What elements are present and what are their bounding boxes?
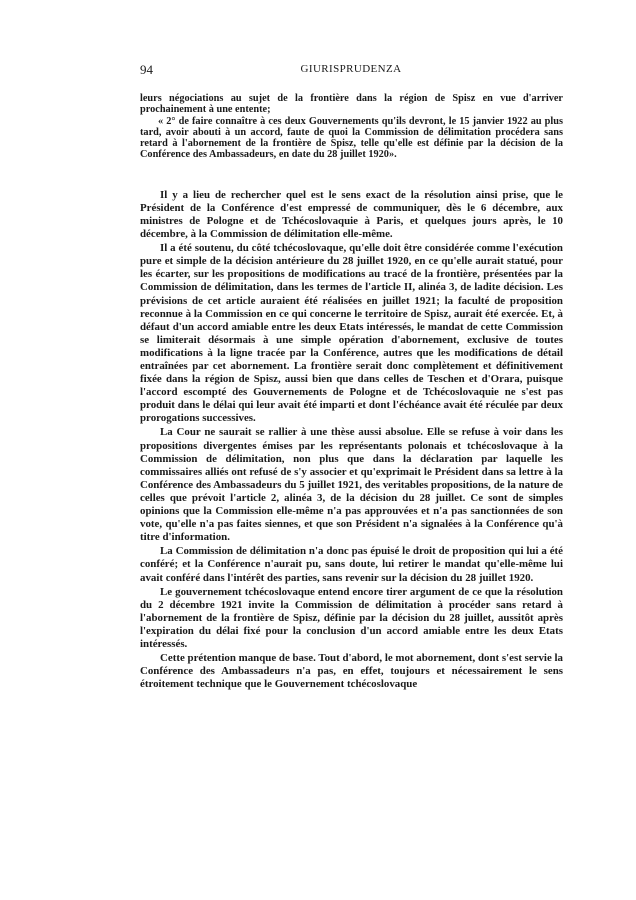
page-number: 94 bbox=[140, 62, 153, 77]
quoted-resolution bbox=[140, 93, 563, 161]
paragraph-6: Cette prétention manque de base. Tout d'abord, le mot abornement, dont s'est servie la Conférence des Ambassadeurs n'a pas, en effet, toujours et nécessairement le sens étroitement technique que le Gouvernement tchécoslovaque bbox=[140, 652, 563, 691]
paragraph-4: La Commission de délimitation n'a donc pas épuisé le droit de proposition qui lui a été conféré; et la Conférence n'aurait pu, sans doute, lui retirer le mandat qu'elle-même lui avait conféré dans l'intérêt des parties, sans revenir sur la décision du 28 juillet 1920. bbox=[140, 545, 563, 584]
paragraph-5: Le gouvernement tchécoslovaque entend encore tirer argument de ce que la résolution du 2 décembre 1921 invite la Commission de délimitation à procéder sans retard à l'abornement de la frontière de Spisz, définie par la décision du 28 juillet, aussitôt après l'expiration du délai fixé pour la conclusion d'un accord amiable entre les deux Etats intéressés. bbox=[140, 585, 563, 650]
quote-line-1: leurs négociations au sujet de la frontière dans la région de Spisz en vue d'arriver prochainement à une entente; bbox=[140, 93, 563, 116]
running-head bbox=[140, 62, 562, 78]
quote-line-2: « 2° de faire connaître à ces deux Gouvernements qu'ils devront, le 15 janvier 1922 au plus tard, avoir abouti à un accord, faute de quoi la Commission de délimitation procédera sans retard à l'abornement de la frontière de Spisz, telle qu'elle est définie par la décision de la Conférence des Ambassadeurs, en date du 28 juillet 1920». bbox=[140, 115, 563, 161]
paragraph-1: Il y a lieu de rechercher quel est le sens exact de la résolution ainsi prise, que le Président de la Conférence d'est empressé de communiquer, dès le 6 décembre, aux ministres de Pologne et de Tchécoslovaquie à Paris, et quelques jours après, le 10 décembre, à la Commission de délimitation elle-même. bbox=[140, 188, 563, 241]
main-text bbox=[140, 189, 563, 692]
paragraph-3: La Cour ne saurait se rallier à une thèse aussi absolue. Elle se refuse à voir dans les propositions divergentes émises par les représentants polonais et tchécoslovaque à la Commission de délimitation, non plus que dans la déclaration par laquelle les commissaires alliés ont refusé de s'y associer et qu'exprimait le Président dans sa lettre à la Conférence des Ambassadeurs du 5 juillet 1921, des veritables propositions, de la nature de celles que prévoit l'article 2, alinéa 3, de la décision du 28 juillet. Ce sont de simples opinions que la Commission elle-même n'a pas approuvées et n'a pas sanctionnées de son vote, qu'elle n'a pas faites siennes, et que son Président n'a signalées à la Conférence qu'à titre d'information. bbox=[140, 426, 563, 544]
journal-title: GIURISPRUDENZA bbox=[300, 63, 402, 75]
body-text bbox=[140, 93, 563, 691]
paragraph-2: Il a été soutenu, du côté tchécoslovaque, qu'elle doit être considérée comme l'exécution pure et simple de la décision antérieure du 28 juillet 1920, en ce qu'elle aurait statué, pour les écarter, sur les propositions de modifications au tracé de la frontière, présentées par la Commission de délimitation, dans les termes de l'article II, alinéa 3, de ladite décision. Les prévisions de cet article auraient été réalisées en juillet 1921; la faculté de proposition reconnue à la Commission en ce qui concerne le territoire de Spisz, aurait été exercée. Et, à défaut d'un accord amiable entre les deux Etats intéressés, le mandat de cette Commission se limiterait désormais à une simple opération d'abornement, exclusive de toutes modifications à la ligne tracée par la Conférence, autres que les modifications de détail entraînées par cet abornement. La frontière serait donc complètement et définitivement fixée dans la région de Spisz, aussi bien que dans celles de Teschen et d'Orara, puisque l'accord escompté des Gouvernements de Pologne et de Tchécoslovaquie ne s'est pas produit dans le délai qui leur avait été imparti et dont l'échéance avait été réculée par deux prorogations successives. bbox=[140, 242, 563, 425]
